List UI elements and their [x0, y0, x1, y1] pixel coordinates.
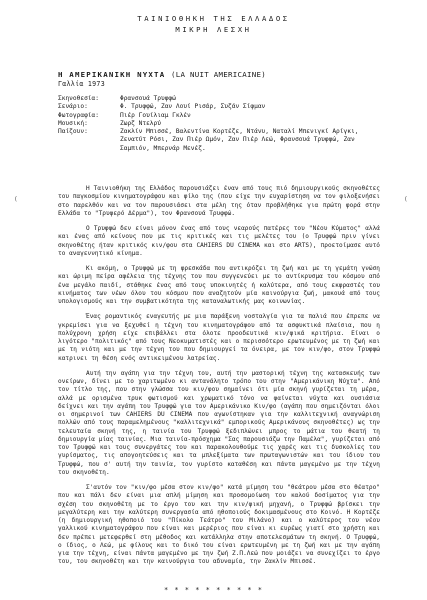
body-paragraph: Σ'αυτόν τον "κιν/φο μέσα στον κιν/φο" κατά μίμηση του "θεάτρου μέσα στο θέατρο" που και πάλι δεν είναι μια απλή μίμηση και προσομοίωση του καλού δοσίματος για την σχέση του σκηνοθέτη με το έργο του και την κιν/φική μηχανή, ο Τρυφφώ βρίσκει την μεγαλύτερη και την καλύτερη συνεργασία από ηθοποιούς δοκιμασμένους στο Κοινό. Η Κορτέζε (η δημιουργική ηθοποιό του "Πίκολο Τεάτρο" του Μιλάνο) και ο καλύτερος του νέου γαλλικού κινηματογράφου που είναι και μερέριος που είναι κι ευρέως γιατί στο χρήστη και δεν πρέπει μετεφερθεί στη μέθοδος και κατάλληλα στην αποτελεσμάτων τη σκηνή. Ο Τρυφφώ, ο ίδιος, ο Λεώ, με φίλους και το δικό του είναι ερωτευμένη με τη ζωή και με την αγάπη για την τέχνη, είναι πάντα μαγεμένο με την ζωή Ζ.Π.Λεώ που μοιάζει να συνεχίζει το έργο του, του σκηνοθέτη και την καινούργια του αδυναμία, την Ζακλίν Μπισσέ.: [58, 484, 380, 566]
footer-stars: * * * * * * * * * *: [163, 586, 264, 594]
credit-value: Ζωρζ Ντελρύ: [120, 119, 161, 127]
credit-row: [58, 103, 378, 111]
credit-label: Μουσική:: [58, 119, 88, 127]
credit-value: Φ. Τρυφφώ, Ζαν Λουί Ρισάρ, Συζάν Σίφμαν: [120, 103, 266, 111]
film-country-year: Γαλλία 1973: [58, 80, 105, 88]
header-organization: ΤΑΙΝΙΟΘΗΚΗ ΤΗΣ ΕΛΛΑΔΟΣ: [137, 14, 290, 23]
film-title-original: (LA NUIT AMERICAINE): [171, 70, 266, 79]
credit-value: Πιέρ Γουίλιαμ Γκλέν: [120, 111, 191, 119]
margin-mark: (: [14, 196, 18, 203]
body-text: [58, 185, 380, 574]
credit-label: Σενάριο:: [58, 103, 88, 111]
body-paragraph: Αυτή την αγάπη για την τέχνη του, αυτή την μαστορική τέχνη της κατασκευής των ονείρων, δίνει με το χαριτωμένο κι αντανάλητο τρόπο του στην "Αμερικάνικη Νύχτα". Από τον τίτλο της, που στην γλώσσα του κιν/φου σημαίνει ότι μία σκηνή γυρίζεται τη μέρα, αλλά με ορισμένα τρυκ φωτισμού και χρωματικό τόνο να φαίνεται νύχτα και ουσιάσια δείχνει και την αγάπη του Τρυφφώ για τον Αμερικάνικο Κιν/φο (αγάπη που σημειζόνται όλοι οι σημερινοί των CAHIERS DU CINEMA που αγωνίστηκαν για την καλλιτεχνική αναγνώριση πολλών από τους παραμελημένους "καλλιτεχνικά" εμπορικούς Αμερικάνους σκηνοθέτες) ως την τελευταία σκηνή της, η ταινία του Τρυφφώ ξεδιπλώνει μπρος το μάτια του θεατή τη δημιουργία μίας ταινίας. Μια ταινία-πρόσχημα "Σας παρουσιάζω την Παμέλα", γυρίζεται από τον Τρυφφώ και τους συνεργάτες του και παρακολουθούμε τις χαρές και τις δυσκολίες του γυρίσματος, τις απογοητεύσεις και τα μπλεξίματα των πρωταγωνιστών και του ίδιου του Τρυφφώ, που σ' αυτή την ταινία, τον γυρίστο καταθέση και πάντα μαγεμένο με την τέχνη του σκηνοθέτη.: [58, 369, 380, 476]
credit-label: Φωτογραφία:: [58, 111, 99, 119]
credit-row: [58, 128, 378, 153]
credit-label: Σκηνοθεσία:: [58, 95, 99, 102]
body-paragraph: Κι ακόμη, ο Τρυφφώ με τη φρεσκάδα που αντικρόζει τη ζωή και με τη γεμάτη γνώση και ώριμη πείρα αφέλεια της τέχνης του που συγγενεύει με το αντίκρυσμα του κόσμου από ένα μεγάλο παιδί, στάθηκε ένας από τους υποκινητές ή καλύτερα, από τους εκφραστές του κινήματος των νέων όλου του κόσμου που αναζητούν μία καινούργια ζωή, μακουά από τους υπολογισμούς και την συμβατικότητα της καταναλωτικής μας κοινωνίας.: [58, 265, 380, 305]
header-subtitle: ΜΙΚΡΗ ΛΕΣΧΗ: [175, 25, 252, 34]
credit-row: [58, 120, 378, 128]
body-paragraph: Η Ταινιοθήκη της Ελλάδος παρουσιάζει έναν από τους πιό δημιουργικούς σκηνοθέτες του παγκοσμίου κινηματογράφου και φίλο της (που είχε την ευχαρίστηση να τον φιλοξενήσει στο παρελθόν και να τον παρουσιάσει στα μέλη της όταν προβλήθηκε για πρώτη φορά στην Ελλάδα το "Τρυφερό Δέρμα"), τον Φρανσουά Τρυφφώ.: [58, 185, 380, 217]
credit-value: Ζακλίν Μπισσέ, Βαλεντίνα Κορτέζε, Ντάνυ, Ναταλί Μπενιγκί Αρίγκι, Ζενατύτ Ρόσι, Ζαν Πιέρ Ωμόν, Ζαν Πιέρ Λεώ, Φρανσουά Τρυφφώ, Ζαν Σαμπιόν, Μπερνάρ Μενέζ.: [120, 128, 359, 152]
body-paragraph: Ο Τρυφφώ δεν είναι μόνον ένας από τους νεαρούς πατέρες του "Νέου Κύματος" αλλά και ένας από κείνους που με τις κριτικές και τις μελέτες του (ο Τρυφφώ πριν γίνει σκηνοθέτης ήταν κριτικός κιν/φου στα CAHIERS DU CINEMA και στο ARTS), προετοίμασε αυτό το αναγεννητικό κίνημα.: [58, 225, 380, 257]
film-title-greek: Η ΑΜΕΡΙΚΑΝΙΚΗ ΝΥΧΤΑ: [58, 70, 166, 79]
body-paragraph: Ένας ρομαντικός εναγευτής με μια παράξενη νοσταλγία για τα παλιά που έπρεπε να γκρεμίσει για να ξεχυθεί η τέχνη του κινηματογράφου από τα ασφυκτικά πλαίσια, που η πολύχρονη χρήση είχε επιβάλλει στα όλοτε προοδευτικά κιν/φικά κριτήρια. Είναι ο λιγότερο "πολιτικός" από τους Νεοκυματιστές και ο περισσότερο ερωτευμένος με τη ζωή και με τη νιότη και με την τέχνη του που δημιουργεί τα όνειρα, με τον κιν/φο, στον Τρυφφώ κατρινει τη θέση ενός αντικειμένου λατρείας.: [58, 313, 380, 362]
credits-block: [58, 95, 378, 153]
credit-row: [58, 112, 378, 120]
credit-label: Παίζουν:: [58, 128, 88, 136]
film-title: [58, 70, 266, 79]
credit-value: Φρανσουά Τρυφφώ: [120, 95, 176, 102]
margin-mark: (: [404, 196, 408, 203]
